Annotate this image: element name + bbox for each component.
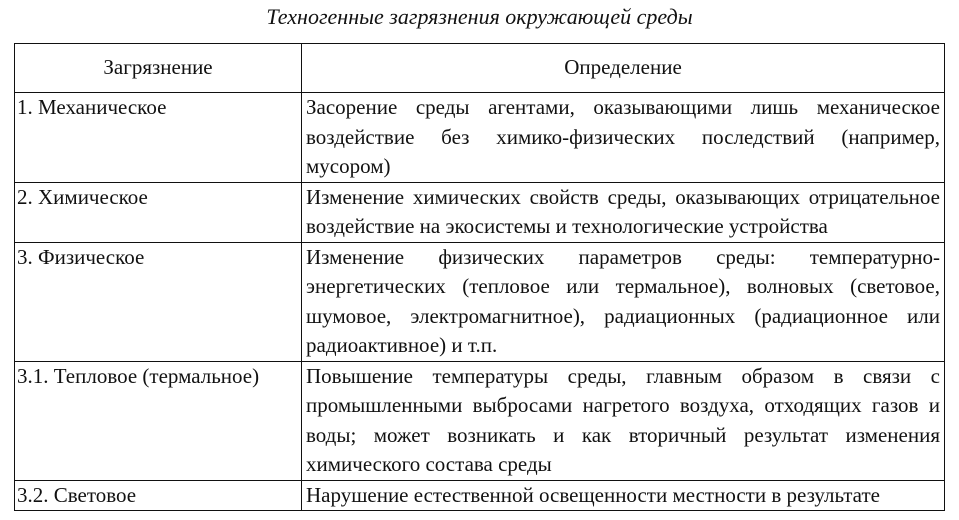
column-header-pollution: Загрязнение [15, 44, 302, 93]
definition-cell: Повышение температуры среды, главным образом в связи с промышленными выбросами нагретого воздуха, отходящих газов и воды; может возникать и как вторичный результат изменения химического состава среды [302, 361, 945, 480]
pollution-table [14, 43, 945, 511]
definition-cell: Изменение химических свойств среды, оказывающих отрицательное воздействие на экосистемы и технологические устройства [302, 182, 945, 242]
pollution-type-cell: 1. Механическое [15, 93, 302, 183]
table-row [15, 480, 945, 511]
table-header-row [15, 44, 945, 93]
definition-cell: Засорение среды агентами, оказывающими лишь механическое воздействие без химико-физических последствий (например, мусором) [302, 93, 945, 183]
table-row [15, 182, 945, 242]
pollution-type-cell: 2. Химическое [15, 182, 302, 242]
definition-cell: Изменение физических параметров среды: температурно-энергетических (тепловое или термальное), волновых (световое, шумовое, электромагнитное), радиационных (радиационное или радиоактивное) и т.п. [302, 242, 945, 361]
pollution-type-cell: 3.1. Тепловое (термальное) [15, 361, 302, 480]
table-caption: Техногенные загрязнения окружающей среды [266, 4, 693, 29]
pollution-type-cell: 3.2. Световое [15, 480, 302, 511]
pollution-type-cell: 3. Физическое [15, 242, 302, 361]
table-row [15, 242, 945, 361]
table-row [15, 93, 945, 183]
column-header-definition: Определение [302, 44, 945, 93]
definition-cell: Нарушение естественной освещенности местности в результате [302, 480, 945, 511]
table-row [15, 361, 945, 480]
